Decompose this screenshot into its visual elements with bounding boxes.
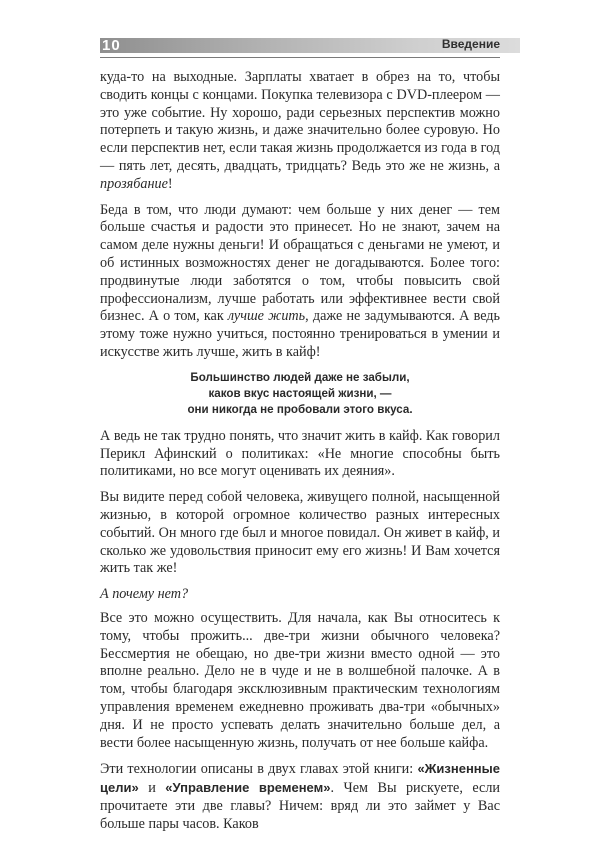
page-header — [100, 36, 500, 56]
paragraph-6: Все это можно осуществить. Для начала, как Вы относитесь к тому, чтобы прожить... две-три жизни обычного человека? Бессмертия не обещаю, но две-три жизни вместо одной — это вполне реально. Дело не в чуде и не в волшебной палочке. А в том, чтобы благодаря эксклюзивным практическим технологиям управления временем ежедневно проживать два-три «обычных» дня. И не просто успевать делать значительно больше дел, а вести более насыщенную жизнь, получать от нее больше кайфа. — [100, 609, 500, 751]
section-title: Введение — [441, 37, 500, 51]
paragraph-1-emphasis: прозябание — [100, 175, 168, 192]
header-divider — [100, 57, 500, 58]
pull-quote — [100, 370, 500, 418]
paragraph-3: А ведь не так трудно понять, что значит жить в кайф. Как говорил Перикл Афинский о политиках: «Не многие способны быть политиками, но все могут оценивать их деяния». — [100, 427, 500, 480]
pull-quote-line-3: они никогда не пробовали этого вкуса. — [187, 402, 413, 416]
pull-quote-line-1: Большинство людей даже не забыли, — [190, 370, 410, 384]
paragraph-2 — [100, 202, 500, 362]
paragraph-1-text: куда-то на выходные. Зарплаты хватает в обрез на то, чтобы сводить концы с концами. Покупка телевизора с DVD-плеером — это уже событие. Ну хорошо, ради серьезных перспектив можно потерпеть и такую жизнь, и даже значительно более суровую. Но если перспектив нет, если такая жизнь продолжается из года в год — пять лет, десять, двадцать, тридцать? Ведь это же не жизнь, а — [100, 69, 500, 174]
paragraph-2-emphasis: лучше жить — [227, 308, 306, 325]
page-number: 10 — [102, 37, 121, 54]
paragraph-2-text: Беда в том, что люди думают: чем больше у них денег — тем больше счастья и радости это принесет. Но не знают, зачем на самом деле нужны деньги! И обращаться с деньгами не умеют, и об истинных возможностях денег не догадываются. Более того: продвинутые люди заботятся о том, чтобы повысить свой профессионализм, лучше работать или эффективнее вести свой бизнес. А о том, как — [100, 201, 500, 325]
body-text — [100, 69, 500, 841]
paragraph-2-end: , даже не задумываются. А ведь этому тоже нужно учиться, постоянно тренироваться в умении и искусстве жить лучше, жить в кайф! — [100, 308, 500, 360]
paragraph-7 — [100, 760, 500, 833]
paragraph-7-end: . Чем Вы рискуете, если прочитаете эти две главы? Ничем: вряд ли это займет у Вас больше пары часов. Каков — [100, 780, 500, 832]
paragraph-7-text: Эти технологии описаны в двух главах этой книги: — [100, 761, 418, 778]
pull-quote-line-2: каков вкус настоящей жизни, — — [208, 386, 392, 400]
paragraph-1-end: ! — [167, 175, 173, 192]
paragraph-1 — [100, 69, 500, 194]
chapter-reference-time-management: «Управление временем» — [165, 780, 331, 796]
paragraph-4: Вы видите перед собой человека, живущего полной, насыщенной жизнью, в которой огромное количество разных интересных событий. Он много где был и многое повидал. Он живет в кайф, и сколько же удовольствия приносит ему его жизнь! И Вам хочется жить так же! — [100, 489, 500, 577]
chapter-reference-life-goals: «Жизненные цели» — [100, 761, 500, 796]
paragraph-5-question: А почему нет? — [100, 586, 189, 603]
paragraph-7-conjunction: и — [138, 780, 166, 797]
